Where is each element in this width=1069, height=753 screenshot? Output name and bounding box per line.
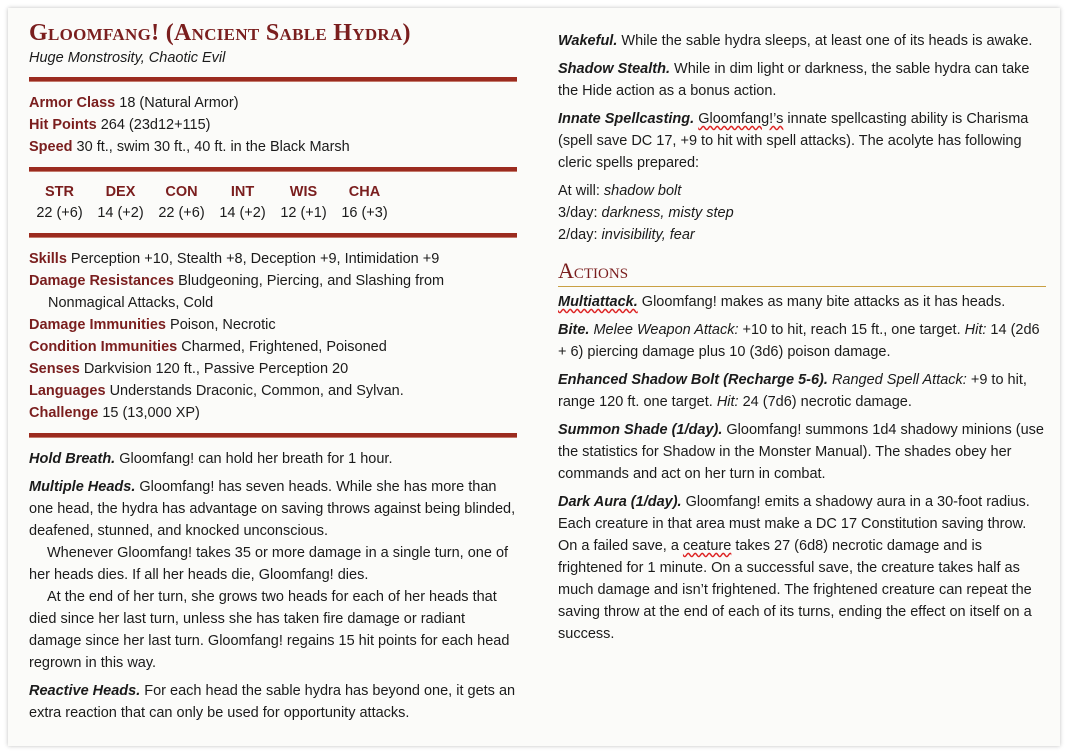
damage-resistances-continued: Nonmagical Attacks, Cold [48, 295, 214, 311]
ability-value: 22 (+6) [36, 205, 83, 221]
spell-list-3-day [558, 202, 1046, 224]
ability-dex [90, 182, 151, 224]
action-text: Gloomfang! summons 1d4 shadowy minions (use the statistics for Shadow in the Monster Manual). The shades obey her commands and act on her turn in combat. [558, 422, 1044, 482]
challenge-line [29, 402, 517, 424]
trait-name: Innate Spellcasting. [558, 111, 695, 127]
damage-resistances-label: Damage Resistances [29, 273, 175, 289]
action-text: +10 to hit, reach 15 ft., one target. [738, 322, 965, 338]
action-enhanced-shadow-bolt [558, 369, 1046, 413]
trait-text: Gloomfang! can hold her breath for 1 hour. [115, 451, 393, 467]
ability-str [29, 182, 90, 224]
ability-value: 16 (+3) [341, 205, 388, 221]
ability-wis [273, 182, 334, 224]
skills-value: Perception +10, Stealth +8, Deception +9, Intimidation +9 [66, 251, 440, 267]
skills-line [29, 248, 517, 270]
ability-name: DEX [105, 184, 136, 200]
senses-line [29, 358, 517, 380]
ability-scores [29, 182, 517, 224]
spell-list-at-will [558, 180, 1046, 202]
challenge-label: Challenge [29, 405, 99, 421]
action-text: 24 (7d6) necrotic damage. [738, 394, 912, 410]
left-column [29, 18, 517, 730]
trait-multiple-heads-p3: At the end of her turn, she grows two heads for each of her heads that died since her last turn, unless she has taken fire damage or radiant damage since her last turn. Gloomfang! regains 15 hit points for each head regrown in this way. [29, 589, 510, 671]
ability-name: STR [45, 184, 74, 200]
attack-type: Melee Weapon Attack: [589, 322, 739, 338]
senses-value: Darkvision 120 ft., Passive Perception 20 [79, 361, 349, 377]
spell-names: shadow bolt [603, 183, 682, 199]
damage-resistances-value: Bludgeoning, Piercing, and Slashing from [174, 273, 445, 289]
trait-name: Wakeful. [558, 33, 618, 49]
armor-class-line [29, 92, 517, 114]
spellcheck-word: ceature [682, 538, 732, 554]
trait-name: Hold Breath. [29, 451, 116, 467]
hit-points-value: 264 (23d12+115) [96, 117, 211, 133]
action-name: Summon Shade (1/day). [558, 422, 723, 438]
section-divider [29, 77, 517, 82]
challenge-value: 15 (13,000 XP) [98, 405, 200, 421]
damage-immunities-label: Damage Immunities [29, 317, 166, 333]
trait-text: Gloomfang! has seven heads. While she has more than one head, the hydra has advantage on saving throws against being blinded, deafened, stunned, and knocked unconscious. [29, 479, 516, 539]
ability-int [212, 182, 273, 224]
trait-multiple-heads [29, 476, 517, 542]
languages-value: Understands Draconic, Common, and Sylvan. [105, 383, 404, 399]
ability-name: WIS [289, 184, 318, 200]
trait-name: Shadow Stealth. [558, 61, 670, 77]
hit-label: Hit: [716, 394, 739, 410]
speed-label: Speed [29, 139, 73, 155]
trait-innate-spellcasting [558, 108, 1046, 174]
hit-label: Hit: [964, 322, 987, 338]
skills-label: Skills [29, 251, 67, 267]
ability-value: 14 (+2) [97, 205, 144, 221]
spell-frequency: At will: [558, 183, 604, 199]
spell-names: invisibility, fear [601, 227, 695, 243]
action-text: 14 (2d6 + 6) piercing damage plus 10 (3d6) poison damage. [558, 322, 1040, 360]
damage-immunities-line [29, 314, 517, 336]
languages-line [29, 380, 517, 402]
section-divider [29, 167, 517, 172]
trait-name: Multiple Heads. [29, 479, 136, 495]
monster-title: Gloomfang! (Ancient Sable Hydra) [29, 20, 411, 46]
action-summon-shade [558, 419, 1046, 485]
trait-text: While in dim light or darkness, the sable hydra can take the Hide action as a bonus action. [558, 61, 1030, 99]
monster-type: Huge Monstrosity, Chaotic Evil [29, 50, 226, 66]
ability-name: CON [165, 184, 198, 200]
languages-label: Languages [29, 383, 106, 399]
trait-wakeful [558, 30, 1046, 52]
trait-shadow-stealth [558, 58, 1046, 102]
action-name: Enhanced Shadow Bolt (Recharge 5-6). [558, 372, 828, 388]
action-multiattack [558, 291, 1046, 313]
ability-value: 12 (+1) [280, 205, 327, 221]
trait-multiple-heads-p2: Whenever Gloomfang! takes 35 or more damage in a single turn, one of her heads dies. If all her heads die, Gloomfang! dies. [29, 545, 509, 583]
damage-resistances-line [29, 270, 517, 292]
actions-heading: Actions [558, 258, 1046, 287]
trait-hold-breath [29, 448, 517, 470]
attack-type: Ranged Spell Attack: [827, 372, 967, 388]
spellcheck-word: Gloomfang!’s [698, 111, 784, 127]
action-name: Multiattack. [558, 294, 638, 310]
section-divider [29, 433, 517, 438]
right-column [558, 30, 1046, 651]
spell-list-2-day [558, 224, 1046, 246]
ability-value: 22 (+6) [158, 205, 205, 221]
ability-con [151, 182, 212, 224]
ability-value: 14 (+2) [219, 205, 266, 221]
trait-text: innate spellcasting ability is Charisma (spell save DC 17, +9 to hit with spell attacks). The acolyte has following cleric spells prepared: [558, 111, 1029, 171]
speed-line [29, 136, 517, 158]
action-text: takes 27 (6d8) necrotic damage and is frightened for 1 minute. On a successful save, the creature takes half as much damage and isn’t frightened. The frightened creature can repeat the saving throw at the end of each of its turns, ending the effect on itself on a success. [558, 538, 1032, 642]
armor-class-label: Armor Class [29, 95, 116, 111]
damage-immunities-value: Poison, Necrotic [166, 317, 276, 333]
spell-names: darkness, misty step [601, 205, 734, 221]
senses-label: Senses [29, 361, 80, 377]
trait-reactive-heads [29, 680, 517, 724]
section-divider [29, 233, 517, 238]
action-name: Bite. [558, 322, 590, 338]
action-bite [558, 319, 1046, 363]
action-dark-aura [558, 491, 1046, 645]
spell-frequency: 2/day: [558, 227, 602, 243]
action-name: Dark Aura (1/day). [558, 494, 682, 510]
trait-text: For each head the sable hydra has beyond one, it gets an extra reaction that can only be used for opportunity attacks. [29, 683, 516, 721]
speed-value: 30 ft., swim 30 ft., 40 ft. in the Black Marsh [72, 139, 350, 155]
armor-class-value: 18 (Natural Armor) [115, 95, 239, 111]
hit-points-label: Hit Points [29, 117, 97, 133]
ability-name: INT [230, 184, 255, 200]
trait-text: While the sable hydra sleeps, at least one of its heads is awake. [617, 33, 1033, 49]
action-text: Gloomfang! makes as many bite attacks as it has heads. [637, 294, 1006, 310]
ability-name: CHA [348, 184, 381, 200]
spell-frequency: 3/day: [558, 205, 602, 221]
action-text: +9 to hit, range 120 ft. one target. [558, 372, 1027, 410]
action-text: Gloomfang! emits a shadowy aura in a 30-foot radius. Each creature in that area must make a DC 17 Constitution saving throw. On a failed save, a [558, 494, 1030, 554]
condition-immunities-line [29, 336, 517, 358]
condition-immunities-value: Charmed, Frightened, Poisoned [177, 339, 387, 355]
ability-cha [334, 182, 395, 224]
stat-block-page [8, 8, 1060, 746]
condition-immunities-label: Condition Immunities [29, 339, 178, 355]
trait-name: Reactive Heads. [29, 683, 141, 699]
hit-points-line [29, 114, 517, 136]
